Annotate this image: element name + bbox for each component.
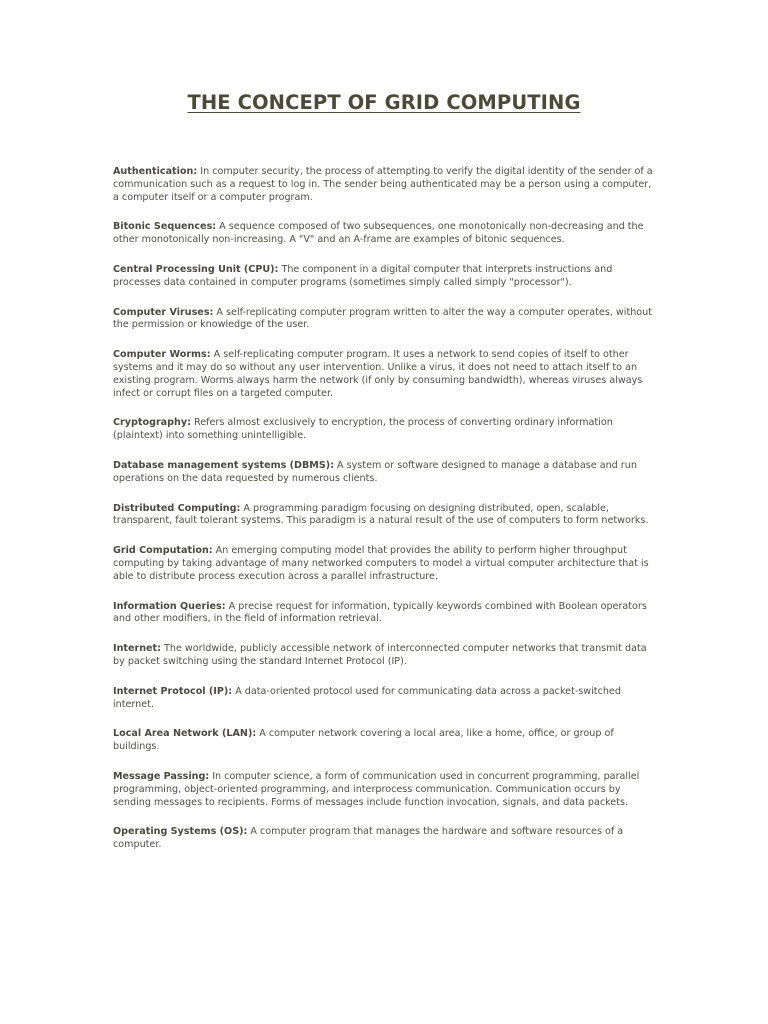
glossary-entry-dbms <box>113 460 658 486</box>
glossary-term: Cryptography: <box>113 417 191 429</box>
glossary-term: Message Passing: <box>113 770 210 782</box>
glossary-entry-lan <box>113 728 658 754</box>
glossary-list <box>113 166 658 852</box>
glossary-term: Bitonic Sequences: <box>113 221 217 233</box>
glossary-definition: The component in a digital computer that interprets instructions and processes data contained in computer programs (sometimes simply called simply "processor"). <box>113 263 613 288</box>
glossary-definition: A precise request for information, typically keywords combined with Boolean operators and other modifiers, in the field of information retrieval. <box>113 600 647 625</box>
glossary-entry-computer-viruses <box>113 307 658 333</box>
glossary-term: Local Area Network (LAN): <box>113 728 257 740</box>
glossary-definition: Refers almost exclusively to encryption, the process of converting ordinary information (plaintext) into something unintelligible. <box>113 417 613 442</box>
glossary-definition: In computer science, a form of communication used in concurrent programming, parallel programming, object-oriented programming, and interprocess communication. Communication occurs by sending messages to recipients. Forms of messages include function invocation, signals, and data packets. <box>113 770 640 808</box>
glossary-definition: A self-replicating computer program. It uses a network to send copies of itself to other systems and it may do so without any user intervention. Unlike a virus, it does not need to attach itself to an existing program. Worms always harm the network (if only by consuming bandwidth), whereas viruses always infect or corrupt files on a targeted computer. <box>113 349 643 399</box>
glossary-term: Authentication: <box>113 166 198 177</box>
glossary-entry-computer-worms <box>113 349 658 400</box>
glossary-definition: An emerging computing model that provides the ability to perform higher throughput computing by taking advantage of many networked computers to model a virtual computer architecture that is able to distribute process execution across a parallel infrastructure. <box>113 545 649 582</box>
glossary-term: Grid Computation: <box>113 545 213 557</box>
glossary-definition: A sequence composed of two subsequences, one monotonically non-decreasing and the other monotonically non-increasing. A "V" and an A-frame are examples of bitonic sequences. <box>113 221 644 246</box>
glossary-term: Information Queries: <box>113 600 226 612</box>
glossary-entry-cpu <box>113 264 658 290</box>
glossary-term: Computer Worms: <box>113 349 211 361</box>
glossary-entry-message-passing <box>113 771 658 809</box>
glossary-term: Distributed Computing: <box>113 502 241 514</box>
glossary-definition: A programming paradigm focusing on designing distributed, open, scalable, transparent, fault tolerant systems. This paradigm is a natural result of the use of computers to form networks. <box>113 502 649 527</box>
glossary-definition: In computer security, the process of attempting to verify the digital identity of the sender of a communication such as a request to log in. The sender being authenticated may be a person using a computer, a computer itself or a computer program. <box>113 166 653 203</box>
glossary-entry-internet-protocol <box>113 686 658 712</box>
glossary-entry-internet <box>113 643 658 669</box>
glossary-entry-distributed-computing <box>113 503 658 529</box>
glossary-entry-information-queries <box>113 601 658 627</box>
glossary-definition: A self-replicating computer program written to alter the way a computer operates, without the permission or knowledge of the user. <box>113 306 652 331</box>
glossary-term: Database management systems (DBMS): <box>113 459 334 471</box>
glossary-entry-authentication <box>113 166 658 204</box>
glossary-term: Operating Systems (OS): <box>113 826 248 838</box>
glossary-entry-grid-computation <box>113 545 658 583</box>
glossary-entry-cryptography <box>113 417 658 443</box>
glossary-definition: A data-oriented protocol used for communicating data across a packet-switched internet. <box>113 685 621 710</box>
glossary-definition: The worldwide, publicly accessible network of interconnected computer networks that transmit data by packet switching using the standard Internet Protocol (IP). <box>113 643 647 667</box>
glossary-definition: A computer program that manages the hardware and software resources of a computer. <box>113 826 624 851</box>
glossary-definition: A computer network covering a local area, like a home, office, or group of buildings. <box>113 728 614 753</box>
glossary-term: Computer Viruses: <box>113 306 214 318</box>
page-title: THE CONCEPT OF GRID COMPUTING <box>187 91 581 114</box>
glossary-definition: A system or software designed to manage a database and run operations on the data requested by numerous clients. <box>113 459 637 484</box>
glossary-entry-bitonic-sequences <box>113 221 658 247</box>
glossary-term: Central Processing Unit (CPU): <box>113 263 279 275</box>
glossary-term: Internet Protocol (IP): <box>113 685 233 697</box>
glossary-entry-operating-systems <box>113 826 658 852</box>
glossary-term: Internet: <box>113 643 161 655</box>
